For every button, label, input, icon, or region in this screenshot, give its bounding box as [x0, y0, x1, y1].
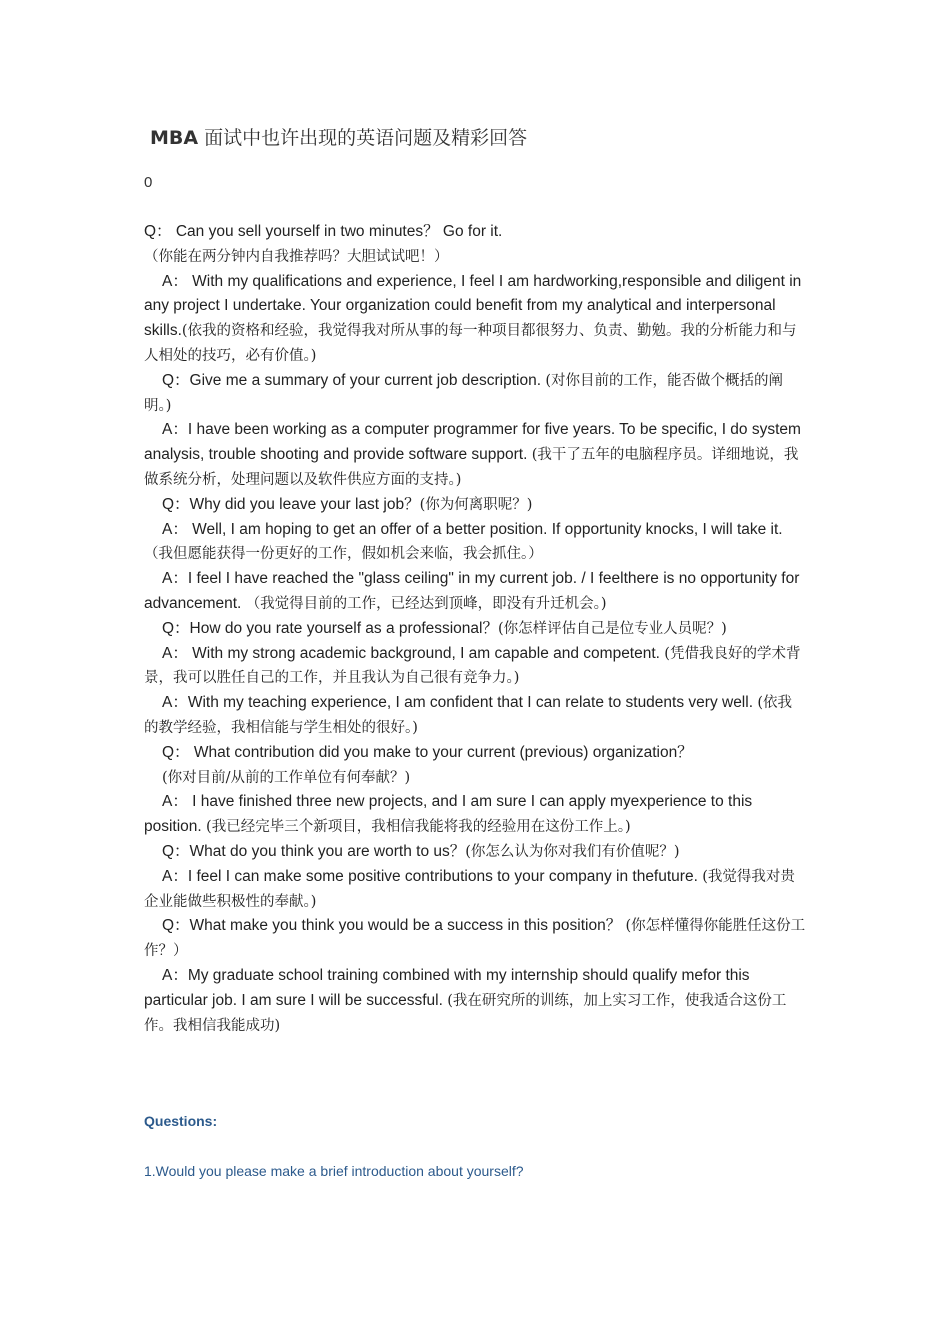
paragraph-15-en: Q：What make you think you would be a success in this position？	[162, 917, 626, 935]
paragraph-10-en: Q： What contribution did you make to your current (previous) organization？	[162, 743, 693, 761]
paragraph-4	[144, 493, 806, 518]
paragraph-13-cn: (你怎么认为你对我们有价值呢？)	[465, 843, 680, 860]
paragraph-12-cn: (我已经完毕三个新项目，我相信我能将我的经验用在这份工作上。)	[206, 819, 631, 836]
paragraph-9	[144, 691, 806, 741]
paragraph-0	[144, 220, 806, 270]
questions-heading: Questions:	[144, 1113, 218, 1129]
paragraph-0-cn: （你能在两分钟内自我推荐吗？大胆试试吧！）	[144, 248, 449, 265]
paragraph-11-cn: (你对目前/从前的工作单位有何奉献？)	[162, 769, 411, 786]
number-line: 0	[144, 174, 153, 191]
paragraph-7-cn: (你怎样评估自己是位专业人员呢？)	[498, 620, 727, 637]
paragraph-0-en: Q： Can you sell yourself in two minutes？ Go for it.	[144, 223, 503, 240]
paragraph-6	[144, 567, 806, 617]
paragraph-1	[144, 270, 806, 369]
paragraph-15	[144, 914, 806, 964]
paragraph-9-cn: (依我的教学经验，我相信能与学生相处的很好。)	[144, 695, 792, 736]
paragraph-8	[144, 642, 806, 692]
paragraph-15-cn: (你怎样懂得你能胜任这份工作？）	[144, 918, 806, 960]
paragraph-6-cn: （我觉得目前的工作，已经达到顶峰，即没有升迁机会。)	[245, 595, 607, 612]
paragraph-16-cn: (我在研究所的训练，加上实习工作，使我适合这份工作。我相信我能成功)	[144, 992, 787, 1034]
paragraph-2	[144, 369, 806, 419]
paragraph-7-en: Q：How do you rate yourself as a professional？	[162, 619, 498, 637]
paragraph-14-en: A：I feel I can make some positive contributions to your company in thefuture.	[162, 867, 703, 885]
paragraph-14	[144, 865, 806, 915]
paragraph-16-en: A：My graduate school training combined with my internship should qualify mefor this particular job. I am sure I will be successful.	[144, 966, 750, 1009]
paragraph-4-cn: (你为何离职呢？)	[419, 496, 533, 513]
paragraph-3	[144, 418, 806, 492]
paragraph-8-cn: (凭借我良好的学术背景，我可以胜任自己的工作，并且我认为自己很有竞争力。)	[144, 645, 801, 687]
paragraph-3-cn: (我干了五年的电脑程序员。详细地说，我做系统分析，处理问题以及软件供应方面的支持。)	[144, 447, 799, 488]
paragraph-12	[144, 790, 806, 840]
paragraph-7	[144, 617, 806, 642]
paragraph-2-en: Q：Give me a summary of your current job description.	[162, 371, 546, 389]
paragraph-8-en: A： With my strong academic background, I am capable and competent.	[162, 644, 665, 662]
paragraph-5-en: A： Well, I am hoping to get an offer of a better position. If opportunity knocks, I will take it.	[162, 520, 783, 538]
paragraph-9-en: A：With my teaching experience, I am confident that I can relate to students very well.	[162, 694, 758, 712]
document-title-latin: MBA	[150, 127, 199, 149]
paragraph-2-cn: (对你目前的工作，能否做个概括的阐明。)	[144, 372, 783, 414]
paragraph-5-cn: （我但愿能获得一份更好的工作，假如机会来临，我会抓住。）	[144, 546, 543, 563]
paragraph-3-en: A：I have been working as a computer programmer for five years. To be specific, I do system analysis, trouble shooting and provide software support.	[144, 421, 801, 464]
paragraph-11	[144, 766, 806, 791]
qa-body	[144, 220, 806, 1038]
paragraph-13	[144, 840, 806, 865]
paragraph-1-cn: (依我的资格和经验，我觉得我对所从事的每一种项目都很努力、负责、勤勉。我的分析能力和与人相处的技巧，必有价值。)	[144, 323, 797, 364]
document-title-chinese: 面试中也许出现的英语问题及精彩回答	[204, 127, 528, 149]
paragraph-1-en: A： With my qualifications and experience, I feel I am hardworking,responsible and diligent in any project I undertake. Your organization could benefit from my analytical and interpersonal skills.	[144, 272, 802, 340]
paragraph-5	[144, 518, 806, 568]
paragraph-6-en: A：I feel I have reached the "glass ceiling" in my current job. / I feelthere is no opportunity for advancement.	[144, 570, 800, 612]
question-item-1: 1.Would you please make a brief introduction about yourself?	[144, 1163, 524, 1179]
paragraph-4-en: Q：Why did you leave your last job？	[162, 495, 420, 513]
paragraph-10	[144, 741, 806, 766]
paragraph-13-en: Q：What do you think you are worth to us？	[162, 842, 466, 860]
paragraph-12-en: A： I have finished three new projects, and I am sure I can apply myexperience to this position.	[144, 793, 753, 836]
document-title	[150, 123, 527, 150]
paragraph-16	[144, 964, 806, 1038]
paragraph-14-cn: (我觉得我对贵企业能做些积极性的奉献。)	[144, 868, 795, 910]
